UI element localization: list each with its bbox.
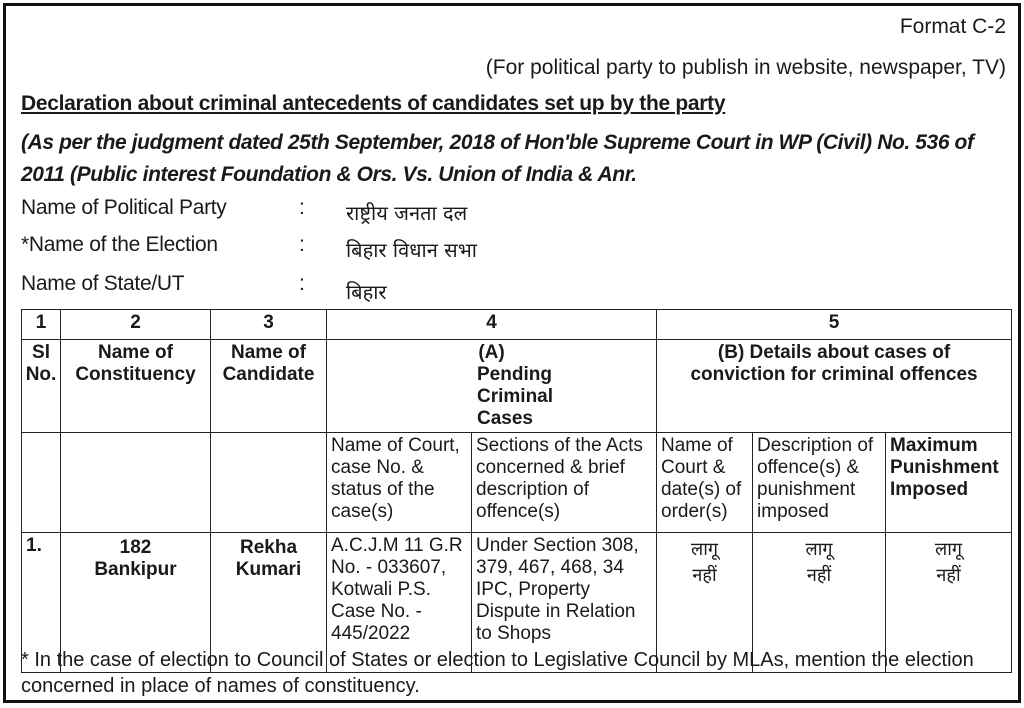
header-constituency: Name of Constituency [61,340,211,433]
subheader-court-date: Name of Court & date(s) of order(s) [657,433,753,533]
declaration-title: Declaration about criminal antecedents of candidates set up by the party [21,92,726,115]
colon: : [299,233,305,256]
colon: : [299,196,305,219]
subheader-max-punishment: Maximum Punishment Imposed [886,433,1012,533]
subheader-row [22,433,1012,533]
col-number: 2 [61,310,211,340]
declaration-form [3,3,1021,703]
colon: : [299,272,305,295]
party-value: राष्ट्रीय जनता दल [346,201,468,225]
state-value: बिहार [346,280,387,304]
subheader-court-case: Name of Court, case No. & status of the case(s) [327,433,472,533]
header-row [22,340,1012,433]
subheader-sections: Sections of the Acts concerned & brief description of offence(s) [472,433,657,533]
header-pending-cases: (A) Pending Criminal Cases [327,340,657,433]
column-number-row [22,310,1012,340]
col-number: 3 [211,310,327,340]
cell-description: लागू नहीं [753,533,886,673]
empty-cell [61,433,211,533]
header-candidate: Name of Candidate [211,340,327,433]
cell-max-punishment: लागू नहीं [886,533,1012,673]
footnote: * In the case of election to Council of States or election to Legislative Council by MLAs, mention the election concerned in place of names of constituency. [21,649,974,697]
col-number: 4 [327,310,657,340]
empty-cell [22,433,61,533]
cell-sl: 1. [22,533,61,673]
format-label: Format C-2 [899,15,1006,38]
cell-court-date: लागू नहीं [657,533,753,673]
empty-cell [211,433,327,533]
cell-constituency: 182 Bankipur [61,533,211,673]
cell-court-case: A.C.J.M 11 G.R No. - 033607, Kotwali P.S. Case No. - 445/2022 [327,533,472,673]
cell-candidate: Rekha Kumari [211,533,327,673]
publish-note: (For political party to publish in website, newspaper, TV) [485,56,1006,79]
party-label: Name of Political Party [21,196,227,219]
header-conviction-cases: (B) Details about cases of conviction for criminal offences [657,340,1012,433]
election-value: बिहार विधान सभा [346,238,477,262]
col-number: 5 [657,310,1012,340]
election-label: *Name of the Election [21,233,218,256]
cell-sections: Under Section 308, 379, 467, 468, 34 IPC, Property Dispute in Relation to Shops [472,533,657,673]
state-label: Name of State/UT [21,272,185,295]
header-sl-no: Sl No. [22,340,61,433]
col-number: 1 [22,310,61,340]
criminal-antecedents-table [21,309,1012,673]
subheader-description: Description of offence(s) & punishment imposed [753,433,886,533]
judgment-note: (As per the judgment dated 25th September, 2018 of Hon'ble Supreme Court in WP (Civil) No. 536 of 2011 (Public interest Foundation & Ors. Vs. Union of India & Anr. [21,131,974,186]
